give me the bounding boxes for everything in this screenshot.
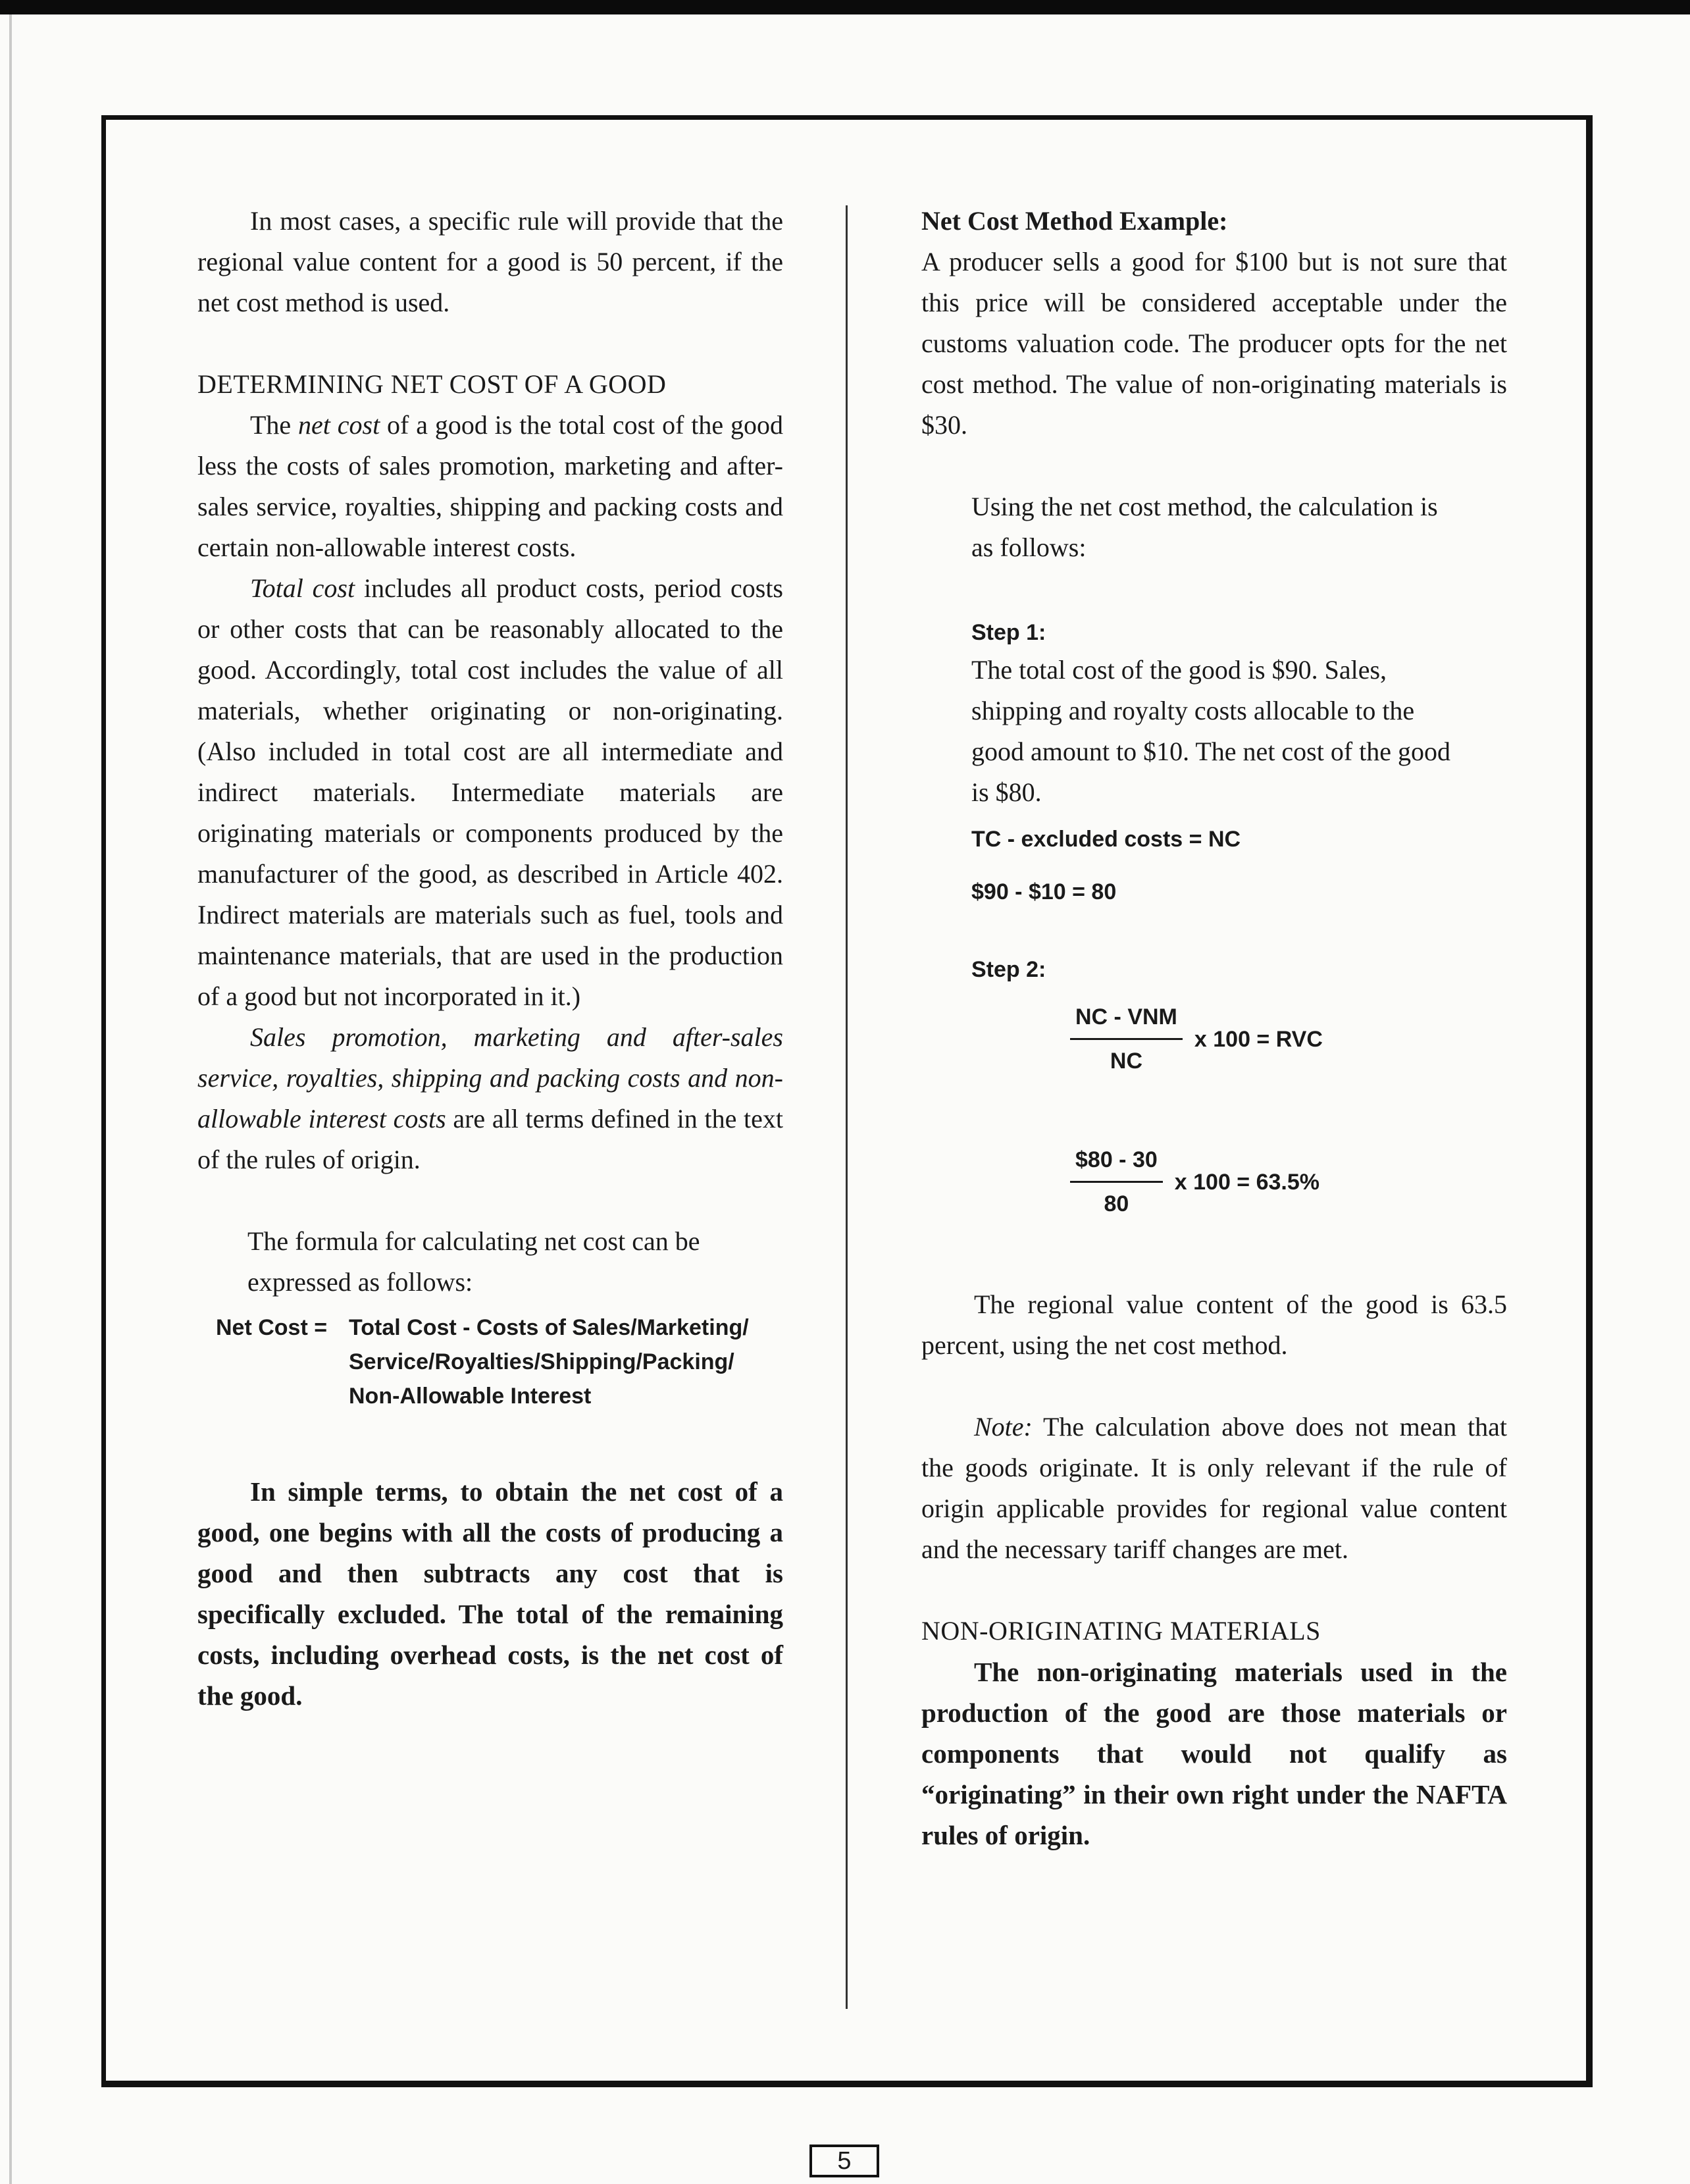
equation-values: $90 - $10 = 80 [971, 879, 1117, 904]
paragraph-total-cost-definition [197, 568, 783, 1017]
formula-label: Net Cost = [216, 1315, 328, 1340]
paragraph-example: A producer sells a good for $100 but is not sure that this price will be considered acceptable under the customs valuation code. The producer opts for the net cost method. The value of non-originating materials is $30. [921, 247, 1507, 440]
term-total-cost: Total cost [250, 573, 355, 603]
text: are all terms defined in the text of the rules of origin. [197, 1104, 783, 1174]
fraction-numerator: $80 - 30 [1075, 1147, 1158, 1172]
text: The calculation above does not mean that the goods originate. It is only relevant if the rule of origin applicable provides for regional value content and the necessary tariff changes are met. [921, 1412, 1507, 1564]
net-cost-formula [216, 1311, 783, 1413]
calculation-result: x 100 = 63.5% [1174, 1169, 1320, 1195]
rvc-fraction [1070, 1000, 1183, 1078]
right-column [921, 201, 1507, 1856]
paragraph-non-originating: The non-originating materials used in the production of the good are those materials or components that would not qualify as “originating” in their own right under the NAFTA rules of origin. [921, 1657, 1507, 1850]
paragraph-formula-intro: The formula for calculating net cost can be expressed as follows: [247, 1226, 700, 1297]
equation-tc: TC - excluded costs = NC [971, 827, 1241, 852]
text: The [250, 410, 299, 440]
fraction-bar [1070, 1181, 1163, 1183]
text: includes all product costs, period costs or other costs that can be reasonably allocated to the good. Accordingly, total cost includes the value of all materials, whether originating or non-originating. (Also included in total cost are all intermediate and indirect materials. Intermediate materials are originating materials or components produced by the manufacturer of the good, as described in Article 402. Indirect materials are materials such as fuel, tools and maintenance materials, that are used in the production of a good but not incorporated in it.) [197, 573, 784, 1011]
heading-example: Net Cost Method Example: [921, 206, 1228, 236]
formula-line: Total Cost - Costs of Sales/Marketing/ [349, 1315, 749, 1340]
fraction-numerator: NC - VNM [1075, 1004, 1177, 1029]
paragraph-note [921, 1407, 1507, 1570]
formula-line: Service/Royalties/Shipping/Packing/ [349, 1349, 734, 1374]
heading-determining-net-cost: DETERMINING NET COST OF A GOOD [197, 369, 667, 399]
scan-top-edge [0, 0, 1690, 14]
paragraph-using-method: Using the net cost method, the calculation is as follows: [971, 492, 1438, 562]
fraction-denominator: NC [1110, 1049, 1142, 1074]
heading-non-originating: NON-ORIGINATING MATERIALS [921, 1616, 1321, 1646]
scan-left-edge [9, 14, 12, 2184]
text: of a good is the total cost of the good less the costs of sales promotion, marketing and after-sales service, royalties, shipping and packing costs and certain non-allowable interest costs. [197, 410, 784, 562]
page-number: 5 [809, 2145, 879, 2177]
term-net-cost: net cost [298, 410, 380, 440]
fraction-denominator: 80 [1104, 1191, 1129, 1216]
step-1-text: The total cost of the good is $90. Sales, shipping and royalty costs allocable to the good amount to $10. The net cost of the good is $80. [971, 655, 1451, 807]
paragraph-net-cost-definition [197, 405, 783, 568]
paragraph-defined-terms [197, 1017, 783, 1180]
note-label: Note: [974, 1412, 1033, 1442]
formula-body [349, 1311, 749, 1413]
rvc-formula [1070, 1000, 1507, 1078]
step-1 [921, 615, 1507, 909]
rvc-fraction-values [1070, 1143, 1163, 1221]
left-column [197, 201, 783, 1716]
paragraph-simple-terms: In simple terms, to obtain the net cost of a good, one begins with all the costs of producing a good and then subtracts any cost that is specifically excluded. The total of the remaining costs, including overhead costs, is the net cost of the good. [197, 1476, 783, 1711]
rvc-calculation [1070, 1143, 1507, 1221]
fraction-bar [1070, 1038, 1183, 1040]
step-2 [921, 952, 1507, 1221]
formula-line: Non-Allowable Interest [349, 1384, 592, 1409]
column-divider [846, 205, 848, 2009]
formula-multiplier: x 100 = RVC [1194, 1026, 1323, 1052]
step-1-label: Step 1: [971, 620, 1046, 645]
paragraph-rvc-result: The regional value content of the good is 63.5 percent, using the net cost method. [921, 1289, 1507, 1360]
step-2-label: Step 2: [971, 957, 1046, 982]
paragraph-rvc-rule: In most cases, a specific rule will provide that the regional value content for a good is 50 percent, if the net cost method is used. [197, 206, 783, 317]
term-list: Sales promotion, marketing and after-sales service, royalties, shipping and packing costs and non-allowable interest costs [197, 1022, 783, 1133]
